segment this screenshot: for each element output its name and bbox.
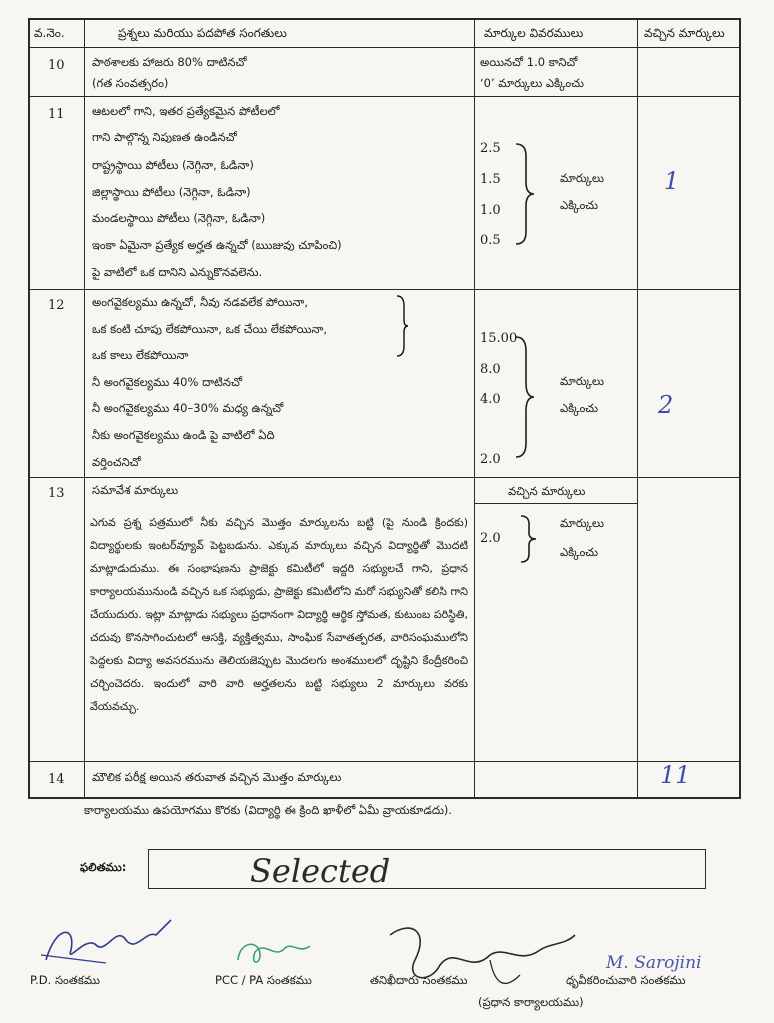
- row-14-obtained: 11: [660, 761, 691, 789]
- result-value: Selected: [250, 852, 391, 890]
- row-12-value-2: 8.0: [480, 362, 501, 377]
- row-13-sub-header: వచ్చిన మార్కులు: [508, 484, 586, 498]
- row-10-line-1: పాఠశాలకు హాజరు 80% దాటినచో: [92, 55, 247, 69]
- row-11-line-1: ఆటలలో గాని, ఇతర ప్రత్యేకమైన పోటీలలో: [92, 104, 280, 118]
- office-note: కార్యాలయము ఉపయోగము కొరకు (విద్యార్థి ఈ క్రింది ఖాళీలో ఏమీ వ్రాయకూడదు).: [84, 803, 453, 817]
- row-10-line-2: (గత సంవత్సరం): [92, 76, 169, 90]
- row-13-title: సమావేశ మార్కులు: [92, 483, 179, 497]
- row-13-paragraph: ఎగువ ప్రశ్న పత్రములో నీకు వచ్చిన మొత్తం మార్కులను బట్టి (పై నుండి క్రిందకు) విద్యార్థులకు ఇంటర్‌వ్యూవ్ పెట్టబడును. ఎక్కువ మార్కులు వచ్చిన విద్యార్థితో మొదటి మాట్లాడుదుము. ఈ సంభాషణను ప్రాజెక్టు కమిటీలో ఇద్దరి సభ్యులచే గాని, ప్రధాన కార్యాలయమునుండి వచ్చిన ఒక సభ్యుడు, ప్రాజెక్టు కమిటీలోని మరో సభ్యునితో కలిసి గాని చేయుదురు. ఇట్లా మాట్లాడు సభ్యులు ప్రధానంగా విద్యార్థి ఆర్థిక స్తోమత, కుటుంబ పరిస్థితి, చదువు కొనసాగించుటలో ఆసక్తి, వ్యక్తిత్వము, సాంఘిక సేవాతత్పరత, వారిసంఘములోని పెద్దలకు విద్యా అవసరమును తెలియజెప్పుట మొదలగు అంశములలో దృష్టిని కేంద్రీకరించి చర్చించెదరు. ఇందులో వారి వారి అర్హతలను బట్టి సభ్యులు 2 మార్కులు వరకు వేయవచ్చు.: [90, 516, 468, 713]
- row-12-line-3: ఒక కాలు లేకపోయినా: [92, 348, 189, 362]
- row-12-detail-1: మార్కులు: [560, 374, 604, 388]
- row-11-sno: 11: [48, 107, 65, 122]
- row-10-sno: 10: [48, 58, 65, 73]
- row-11-value-1: 2.5: [480, 141, 501, 156]
- curly-brace-icon: [512, 142, 536, 246]
- approver-name: M. Sarojini: [606, 953, 702, 973]
- signature-scribble-pd: [36, 905, 176, 975]
- row-12-sno: 12: [48, 298, 65, 313]
- row-11-line-7: పై వాటిలో ఒక దానిని ఎన్నుకొనవలెను.: [92, 265, 263, 279]
- row-11-line-6: ఇంకా ఏమైనా ప్రత్యేక అర్హత ఉన్నచో (ఋజువు చూపించి): [92, 238, 342, 252]
- closing-brace-icon: [395, 294, 409, 358]
- row-14-line-1: మౌలిక పరీక్ష అయిన తరువాత వచ్చిన మొత్తం మార్కులు: [92, 770, 342, 784]
- signature-scribble-pcc: [230, 930, 320, 975]
- row-11-value-4: 0.5: [480, 233, 501, 248]
- row-12-value-4: 2.0: [480, 452, 501, 467]
- row-12-line-5: నీ అంగవైకల్యము 40–30% మధ్య ఉన్నచో: [92, 401, 284, 415]
- curly-brace-icon: [512, 335, 536, 459]
- row-12-obtained: 2: [658, 391, 674, 419]
- row-11-obtained: 1: [664, 167, 680, 195]
- row-12-value-1: 15.00: [480, 331, 518, 346]
- row-12-line-1: అంగవైకల్యము ఉన్నచో, నీవు నడవలేక పోయినా,: [92, 295, 309, 309]
- header-sno: వ.నెం.: [34, 26, 65, 40]
- result-label: ఫలితము:: [80, 860, 127, 874]
- signature-label-verifier-sub: (ప్రధాన కార్యాలయము): [478, 995, 584, 1009]
- row-12-line-2: ఒక కంటి చూపు లేకపోయినా, ఒక చేయి లేకపోయినా,: [92, 322, 328, 336]
- signature-label-approver: ధృవీకరించువారి సంతకము: [566, 973, 686, 987]
- row-11-line-4: జిల్లాస్థాయి పోటీలు (నెగ్గినా, ఓడినా): [92, 185, 251, 199]
- row-10-detail-1: అయినచో 1.0 కానిచో: [480, 55, 578, 69]
- row-13-detail-2: ఎక్కించు: [560, 545, 599, 559]
- signature-label-pcc: PCC / PA సంతకము: [215, 973, 312, 987]
- curly-brace-icon: [518, 514, 538, 564]
- row-12-detail-2: ఎక్కించు: [560, 401, 599, 415]
- row-13-sno: 13: [48, 486, 65, 501]
- row-12-value-3: 4.0: [480, 392, 501, 407]
- row-11-detail-2: ఎక్కించు: [560, 198, 599, 212]
- row-12-line-6: నీకు అంగవైకల్యము ఉండి పై వాటిలో ఏది: [92, 428, 275, 442]
- row-11-line-2: గాని పాల్గొన్న నిపుణత ఉండినచో: [92, 130, 237, 144]
- header-marks-details: మార్కుల వివరములు: [484, 26, 584, 40]
- header-marks-obtained: వచ్చిన మార్కులు: [644, 26, 725, 40]
- signature-label-verifier: తనిఖీదారు సంతకము: [370, 973, 468, 987]
- row-11-line-3: రాష్ట్రస్థాయి పోటీలు (నెగ్గినా, ఓడినా): [92, 158, 254, 172]
- signature-label-pd: P.D. సంతకము: [30, 973, 100, 987]
- row-13-detail-1: మార్కులు: [560, 516, 604, 530]
- row-11-line-5: మండలస్థాయి పోటీలు (నెగ్గినా, ఓడినా): [92, 211, 266, 225]
- row-14-sno: 14: [48, 772, 65, 787]
- header-questions: ప్రశ్నలు మరియు పదపోత సంగతులు: [118, 26, 287, 40]
- row-12-line-7: వర్తించనిచో: [92, 455, 141, 469]
- row-11-value-3: 1.0: [480, 203, 501, 218]
- row-13-value-1: 2.0: [480, 531, 501, 546]
- result-box: [148, 849, 706, 889]
- row-10-detail-2: ‘0’ మార్కులు ఎక్కించు: [480, 76, 584, 90]
- row-11-detail-1: మార్కులు: [560, 171, 604, 185]
- row-12-line-4: నీ అంగవైకల్యము 40% దాటినచో: [92, 375, 243, 389]
- row-11-value-2: 1.5: [480, 172, 501, 187]
